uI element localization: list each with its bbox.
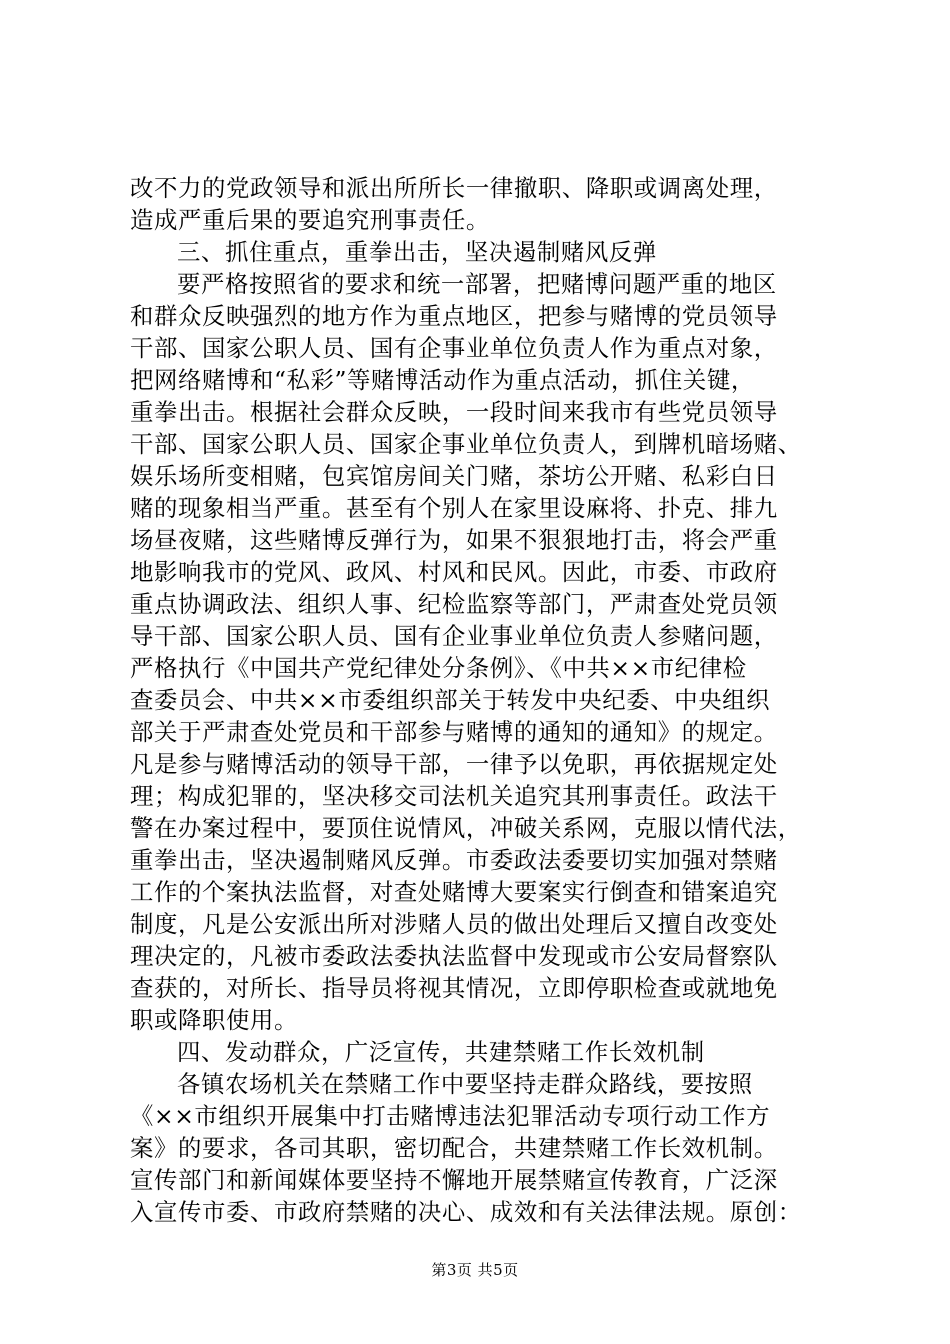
text-line: 重点协调政法、组织人事、纪检监察等部门，严肃查处党员领 <box>130 590 778 618</box>
text-line: 理决定的，凡被市委政法委执法监督中发现或市公安局督察队 <box>130 942 778 970</box>
text-line: 干部、国家公职人员、国有企事业单位负责人作为重点对象， <box>130 334 778 362</box>
text-line: 部关于严肃查处党员和干部参与赌博的通知的通知》的规定。 <box>130 718 778 746</box>
text-line: 改不力的党政领导和派出所所长一律撤职、降职或调离处理， <box>130 174 778 202</box>
text-line: 把网络赌博和“私彩”等赌博活动作为重点活动，抓住关键， <box>130 366 755 394</box>
text-line: 场昼夜赌，这些赌博反弹行为，如果不狠狠地打击，将会严重 <box>130 526 778 554</box>
text-line: 地影响我市的党风、政风、村风和民风。因此，市委、市政府 <box>130 558 778 586</box>
text-line: 案》的要求，各司其职，密切配合，共建禁赌工作长效机制。 <box>130 1134 778 1162</box>
text-line: 重拳出击。根据社会群众反映，一段时间来我市有些党员领导 <box>130 398 778 426</box>
text-line: 《××市组织开展集中打击赌博违法犯罪活动专项行动工作方 <box>130 1102 771 1130</box>
text-line: 查获的，对所长、指导员将视其情况，立即停职检查或就地免 <box>130 974 778 1002</box>
page-footer: 第3页 共5页 <box>431 1261 519 1279</box>
text-line: 赌的现象相当严重。甚至有个别人在家里设麻将、扑克、排九 <box>130 494 778 522</box>
text-line: 警在办案过程中，要顶住说情风，冲破关系网，克服以情代法， <box>130 814 802 842</box>
text-line: 工作的个案执法监督，对查处赌博大要案实行倒查和错案追究 <box>130 878 778 906</box>
text-line: 查委员会、中共××市委组织部关于转发中央纪委、中央组织 <box>130 686 771 714</box>
text-line: 凡是参与赌博活动的领导干部，一律予以免职，再依据规定处 <box>130 750 778 778</box>
text-line: 要严格按照省的要求和统一部署，把赌博问题严重的地区 <box>177 270 777 298</box>
text-line: 严格执行《中国共产党纪律处分条例》、《中共××市纪律检 <box>130 654 747 682</box>
text-line: 理；构成犯罪的，坚决移交司法机关追究其刑事责任。政法干 <box>130 782 778 810</box>
text-line: 职或降职使用。 <box>130 1006 298 1034</box>
text-line: 各镇农场机关在禁赌工作中要坚持走群众路线，要按照 <box>177 1070 753 1098</box>
text-line: 宣传部门和新闻媒体要坚持不懈地开展禁赌宣传教育，广泛深 <box>130 1166 778 1194</box>
text-line: 导干部、国家公职人员、国有企业事业单位负责人参赌问题， <box>130 622 778 650</box>
text-line: 干部、国家公职人员、国家企事业单位负责人，到牌机暗场赌、 <box>130 430 802 458</box>
text-line: 四、发动群众，广泛宣传，共建禁赌工作长效机制 <box>177 1038 705 1066</box>
text-line: 三、抓住重点，重拳出击，坚决遏制赌风反弹 <box>177 238 657 266</box>
text-line: 重拳出击，坚决遏制赌风反弹。市委政法委要切实加强对禁赌 <box>130 846 778 874</box>
text-line: 娱乐场所变相赌，包宾馆房间关门赌，茶坊公开赌、私彩白日 <box>130 462 778 490</box>
text-line: 造成严重后果的要追究刑事责任。 <box>130 206 490 234</box>
text-line: 制度，凡是公安派出所对涉赌人员的做出处理后又擅自改变处 <box>130 910 778 938</box>
text-line: 入宣传市委、市政府禁赌的决心、成效和有关法律法规。原创： <box>130 1198 802 1226</box>
text-line: 和群众反映强烈的地方作为重点地区，把参与赌博的党员领导 <box>130 302 778 330</box>
document-body <box>130 172 830 1228</box>
